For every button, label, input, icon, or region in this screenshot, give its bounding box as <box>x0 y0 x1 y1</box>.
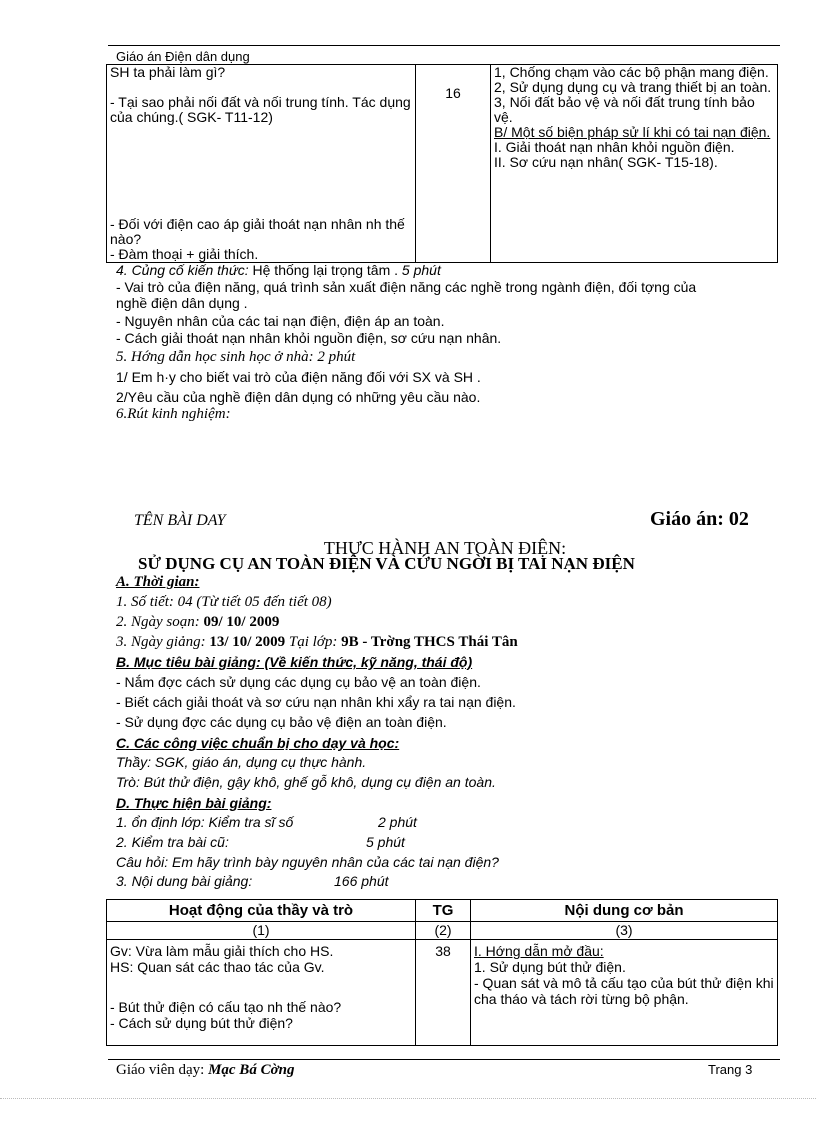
section4-line: - Vai trò của điện năng, quá trình sản xuất điện năng các nghề trong ngành điện, đối tợng của <box>116 279 697 295</box>
lesson-number: Giáo án: 02 <box>650 508 749 530</box>
table1-col1-line: SH ta phải làm gì? <box>110 64 226 80</box>
partD-on-dinh: 1. ổn định lớp: Kiểm tra sĩ số <box>116 814 294 830</box>
section4-line: - Cách giải thoát nạn nhân khỏi nguồn điện, sơ cứu nạn nhân. <box>116 330 502 346</box>
ngay-giang-value: 13/ 10/ 2009 <box>209 634 286 650</box>
lesson-name-label: TÊN BÀI DAY <box>134 512 226 529</box>
table1-col3-line: II. Sơ cứu nạn nhân( SGK- T15-18). <box>494 154 718 170</box>
section4-line: - Nguyên nhân của các tai nạn điện, điện áp an toàn. <box>116 313 445 329</box>
section5-line: 1/ Em h·y cho biết vai trò của điện năng đối với SX và SH . <box>116 369 481 385</box>
table1-col3-line: 1, Chống chạm vào các bộ phận mang điện. <box>494 64 769 80</box>
table2-col1-line: Gv: Vừa làm mẫu giải thích cho HS. <box>110 943 334 959</box>
partD-on-dinh-time: 2 phút <box>378 814 417 830</box>
lesson-title-line2: SỬ DỤNG CỤ AN TOÀN ĐIỆN VÀ CỨU NGỜI BỊ TAI NẠN ĐIỆN <box>138 554 635 573</box>
table1-col3-line: I. Giải thoát nạn nhân khỏi nguồn điện. <box>494 139 735 155</box>
section4-line: nghề điện dân dụng . <box>116 295 248 311</box>
footer-rule <box>108 1059 780 1060</box>
table2-number: (3) <box>471 922 778 940</box>
table2-col1 <box>107 940 416 1046</box>
header-rule <box>108 45 780 46</box>
table2-col3-line: 1. Sử dụng bút thử điện. <box>474 959 626 975</box>
partB-line: - Biết cách giải thoát và sơ cứu nạn nhân khi xẩy ra tai nạn điện. <box>116 694 516 710</box>
partB-line: - Sử dụng đợc các dụng cụ bảo vệ điện an toàn điện. <box>116 714 447 730</box>
table2-col3-line: - Quan sát và mô tả cấu tạo của bút thử điện khi cha tháo và tách rời từng bộ phận. <box>474 975 774 1007</box>
table2-header-content: Nội dung cơ bản <box>471 900 778 922</box>
ngay-soan-value: 09/ 10/ 2009 <box>203 614 280 630</box>
partA-heading: A. Thời gian: <box>116 574 200 590</box>
ngay-soan-label: 2. Ngày soạn: <box>116 614 204 630</box>
tai-lop-label: Tại lớp: <box>285 634 342 650</box>
table2-number: (2) <box>416 922 471 940</box>
footer-teacher-name: Mạc Bá Cờng <box>208 1062 295 1078</box>
table1-col1-line: - Tại sao phải nối đất và nối trung tính. Tác dụng của chúng.( SGK- T11-12) <box>110 94 411 125</box>
partD-heading: D. Thực hiện bài giảng: <box>116 795 272 811</box>
page-edge <box>0 1098 816 1099</box>
table1-col3-line: 2, Sử dụng dụng cụ và trang thiết bị an toàn. <box>494 79 772 95</box>
content-table-continued <box>106 64 778 263</box>
table2-number: (1) <box>107 922 416 940</box>
partA-ngay-giang <box>116 634 518 651</box>
header-title: Giáo án Điện dân dụng <box>116 49 250 64</box>
table2-col3-line: I. Hớng dẫn mở đầu: <box>474 943 604 959</box>
footer-teacher-label: Giáo viên dạy: <box>116 1062 209 1078</box>
partB-heading: B. Mục tiêu bài giảng: (Về kiến thức, kỹ năng, thái độ) <box>116 654 473 670</box>
section5-heading: 5. Hớng dẫn học sinh học ở nhà: 2 phút <box>116 349 356 365</box>
partD-cau-hoi: Câu hỏi: Em hãy trình bày nguyên nhân của các tai nạn điện? <box>116 854 499 870</box>
ngay-giang-label: 3. Ngày giảng: <box>116 634 210 650</box>
table2-col2: 38 <box>416 940 471 1046</box>
section4-time: 5 phút <box>398 262 441 278</box>
partA-so-tiet: 1. Số tiết: 04 (Từ tiết 05 đến tiết 08) <box>116 594 332 610</box>
table2-col1-line: - Cách sử dụng bút thử điện? <box>110 1015 293 1031</box>
section6-heading: 6.Rút kinh nghiệm: <box>116 406 231 422</box>
partC-heading: C. Các công việc chuẩn bị cho dạy và học: <box>116 735 400 751</box>
table1-col3-line: B/ Một số biện pháp sử lí khi có tai nạn điện. <box>494 124 771 140</box>
section4-heading: 4. Củng cố kiến thức: <box>116 262 249 278</box>
table2-header-time: TG <box>416 900 471 922</box>
table1-col3-line: 3, Nối đất bảo vệ và nối đất trung tính bảo vệ. <box>494 94 755 125</box>
table2-header-activity: Hoạt động của thầy và trò <box>107 900 416 922</box>
tai-lop-value: 9B - Trờng THCS Thái Tân <box>341 634 518 650</box>
table2-col1-line: HS: Quan sát các thao tác của Gv. <box>110 959 325 975</box>
partD-kiem-tra: 2. Kiểm tra bài cũ: <box>116 834 229 850</box>
table2-col3 <box>471 940 778 1046</box>
footer-teacher <box>116 1062 294 1079</box>
table1-col1-line: - Đối với điện cao áp giải thoát nạn nhân nh thế nào? <box>110 216 405 247</box>
partD-noi-dung-time: 166 phút <box>334 873 389 889</box>
activity-table <box>106 899 778 1046</box>
table1-col1 <box>107 65 416 263</box>
section4-heading-line <box>116 263 441 278</box>
partD-kiem-tra-time: 5 phút <box>366 834 405 850</box>
partB-line: - Nắm đợc cách sử dụng các dụng cụ bảo vệ an toàn điện. <box>116 674 481 690</box>
partC-line: Trò: Bút thử điện, gậy khô, ghế gỗ khô, dụng cụ điện an toàn. <box>116 774 496 790</box>
section4-heading-rest: Hệ thống lại trọng tâm . <box>248 262 399 278</box>
table1-col2: 16 <box>416 65 491 263</box>
table2-col1-line: - Bút thử điện có cấu tạo nh thế nào? <box>110 999 342 1015</box>
table1-col1-line: - Đàm thoại + giải thích. <box>110 246 259 262</box>
partC-line: Thầy: SGK, giáo án, dụng cụ thực hành. <box>116 754 367 770</box>
partA-ngay-soan <box>116 614 279 631</box>
lesson-title-line1: THỰC HÀNH AN TOÀN ĐIỆN: <box>323 538 567 558</box>
table1-col3 <box>491 65 778 263</box>
footer-page-number: Trang 3 <box>708 1062 753 1077</box>
partD-noi-dung: 3. Nội dung bài giảng: <box>116 873 253 889</box>
section5-line: 2/Yêu cầu của nghề điện dân dụng có những yêu cầu nào. <box>116 389 481 405</box>
